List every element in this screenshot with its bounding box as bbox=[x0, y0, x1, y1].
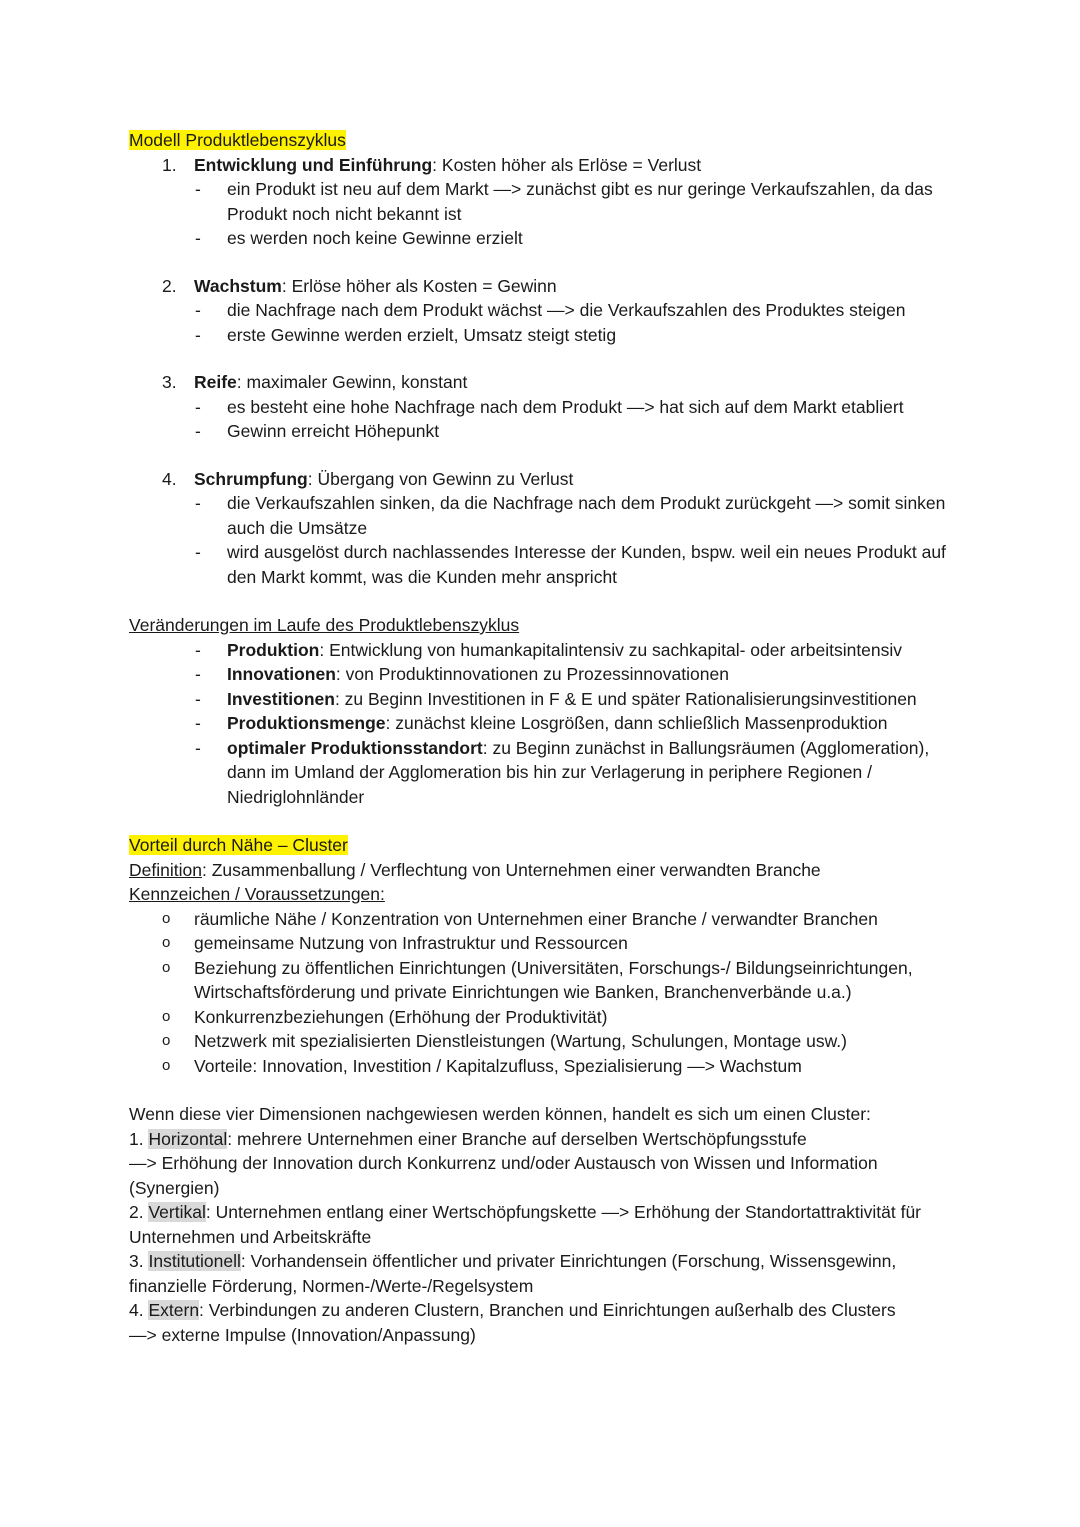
circle-bullet-icon: o bbox=[162, 1007, 171, 1025]
phase-bullet: - die Nachfrage nach dem Produkt wächst —> die Verkaufszahlen des Produktes steigen bbox=[195, 300, 906, 320]
circle-bullet-icon: o bbox=[162, 958, 171, 976]
phase-bullet: - Gewinn erreicht Höhepunkt bbox=[195, 421, 440, 441]
phase-bullet: - wird ausgelöst durch nachlassendes Interesse der Kunden, bspw. weil ein neues Produkt auf den Markt kommt, was die Kunden mehr anspricht bbox=[195, 542, 946, 587]
phase-item: 3. Reife: maximaler Gewinn, konstant bbox=[162, 372, 468, 392]
change-item: - Innovationen: von Produktinnovationen zu Prozessinnovationen bbox=[195, 664, 729, 684]
document-page bbox=[129, 128, 959, 1347]
phase-bullet: - die Verkaufszahlen sinken, da die Nachfrage nach dem Produkt zurückgeht —> somit sinken auch die Umsätze bbox=[195, 493, 946, 538]
phase-item: 1. Entwicklung und Einführung: Kosten höher als Erlöse = Verlust bbox=[162, 154, 702, 175]
phase-bullet: - ein Produkt ist neu auf dem Markt —> zunächst gibt es nur geringe Verkaufszahlen, da das Produkt noch nicht bekannt ist bbox=[195, 179, 933, 224]
feature-item: o Beziehung zu öffentlichen Einrichtungen (Universitäten, Forschungs-/ Bildungseinrichtungen, Wirtschaftsförderung und private Einrichtungen wie Banken, Branchenverbände u.a.) bbox=[162, 957, 913, 1002]
dimension-item: 2. Vertikal: Unternehmen entlang einer Wertschöpfungskette —> Erhöhung der Standortattraktivität für Unternehmen und Arbeitskräfte bbox=[129, 1202, 922, 1247]
phase-bullet: - erste Gewinne werden erzielt, Umsatz steigt stetig bbox=[195, 324, 617, 345]
cluster-intro: Wenn diese vier Dimensionen nachgewiesen werden können, handelt es sich um einen Cluster: bbox=[129, 1104, 871, 1124]
phase-bullet: - es werden noch keine Gewinne erzielt bbox=[195, 228, 523, 248]
section-title-plc: Modell Produktlebenszyklus bbox=[129, 130, 346, 150]
circle-bullet-icon: o bbox=[162, 1032, 171, 1049]
section-title-changes: Veränderungen im Laufe des Produktlebenszyklus bbox=[129, 615, 520, 635]
dimension-extra: —> externe Impulse (Innovation/Anpassung) bbox=[129, 1324, 476, 1345]
phase-bullet: - es besteht eine hohe Nachfrage nach dem Produkt —> hat sich auf dem Markt etabliert bbox=[195, 396, 904, 417]
feature-item: o gemeinsame Nutzung von Infrastruktur und Ressourcen bbox=[129, 931, 959, 956]
dimension-item: 1. Horizontal: mehrere Unternehmen einer Branche auf derselben Wertschöpfungsstufe bbox=[129, 1128, 807, 1149]
phase-item: 2. Wachstum: Erlöse höher als Kosten = Gewinn bbox=[162, 275, 557, 296]
change-item: - Investitionen: zu Beginn Investitionen in F & E und später Rationalisierungsinvestitionen bbox=[195, 688, 917, 709]
cluster-definition: Definition: Zusammenballung / Verflechtung von Unternehmen einer verwandten Branche bbox=[129, 859, 821, 880]
feature-item: o Konkurrenzbeziehungen (Erhöhung der Produktivität) bbox=[129, 1005, 959, 1030]
circle-bullet-icon: o bbox=[162, 934, 171, 951]
phase-item: 4. Schrumpfung: Übergang von Gewinn zu Verlust bbox=[162, 468, 574, 489]
feature-item: o räumliche Nähe / Konzentration von Unternehmen einer Branche / verwandter Branchen bbox=[129, 907, 959, 932]
dimension-extra: —> Erhöhung der Innovation durch Konkurrenz und/oder Austausch von Wissen und Information (Synergien) bbox=[129, 1153, 878, 1198]
circle-bullet-icon: o bbox=[162, 1056, 171, 1074]
change-item: - Produktion: Entwicklung von humankapitalintensiv zu sachkapital- oder arbeitsintensiv bbox=[195, 639, 903, 660]
cluster-features-label: Kennzeichen / Voraussetzungen: bbox=[129, 884, 385, 904]
change-item: - optimaler Produktionsstandort: zu Beginn zunächst in Ballungsräumen (Agglomeration), dann im Umland der Agglomeration bis hin zur Verlagerung in periphere Regionen / Niedriglohnländer bbox=[195, 737, 930, 807]
feature-item: o Netzwerk mit spezialisierten Dienstleistungen (Wartung, Schulungen, Montage usw.) bbox=[129, 1029, 959, 1054]
dimension-item: 4. Extern: Verbindungen zu anderen Clustern, Branchen und Einrichtungen außerhalb des Clusters bbox=[129, 1300, 896, 1320]
dimension-item: 3. Institutionell: Vorhandensein öffentlicher und privater Einrichtungen (Forschung, Wissensgewinn, finanzielle Förderung, Normen-/Werte-/Regelsystem bbox=[129, 1251, 897, 1296]
circle-bullet-icon: o bbox=[162, 909, 171, 927]
section-title-cluster: Vorteil durch Nähe – Cluster bbox=[129, 835, 348, 855]
change-item: - Produktionsmenge: zunächst kleine Losgrößen, dann schließlich Massenproduktion bbox=[195, 713, 888, 733]
feature-item: o Vorteile: Innovation, Investition / Kapitalzufluss, Spezialisierung —> Wachstum bbox=[129, 1054, 959, 1079]
